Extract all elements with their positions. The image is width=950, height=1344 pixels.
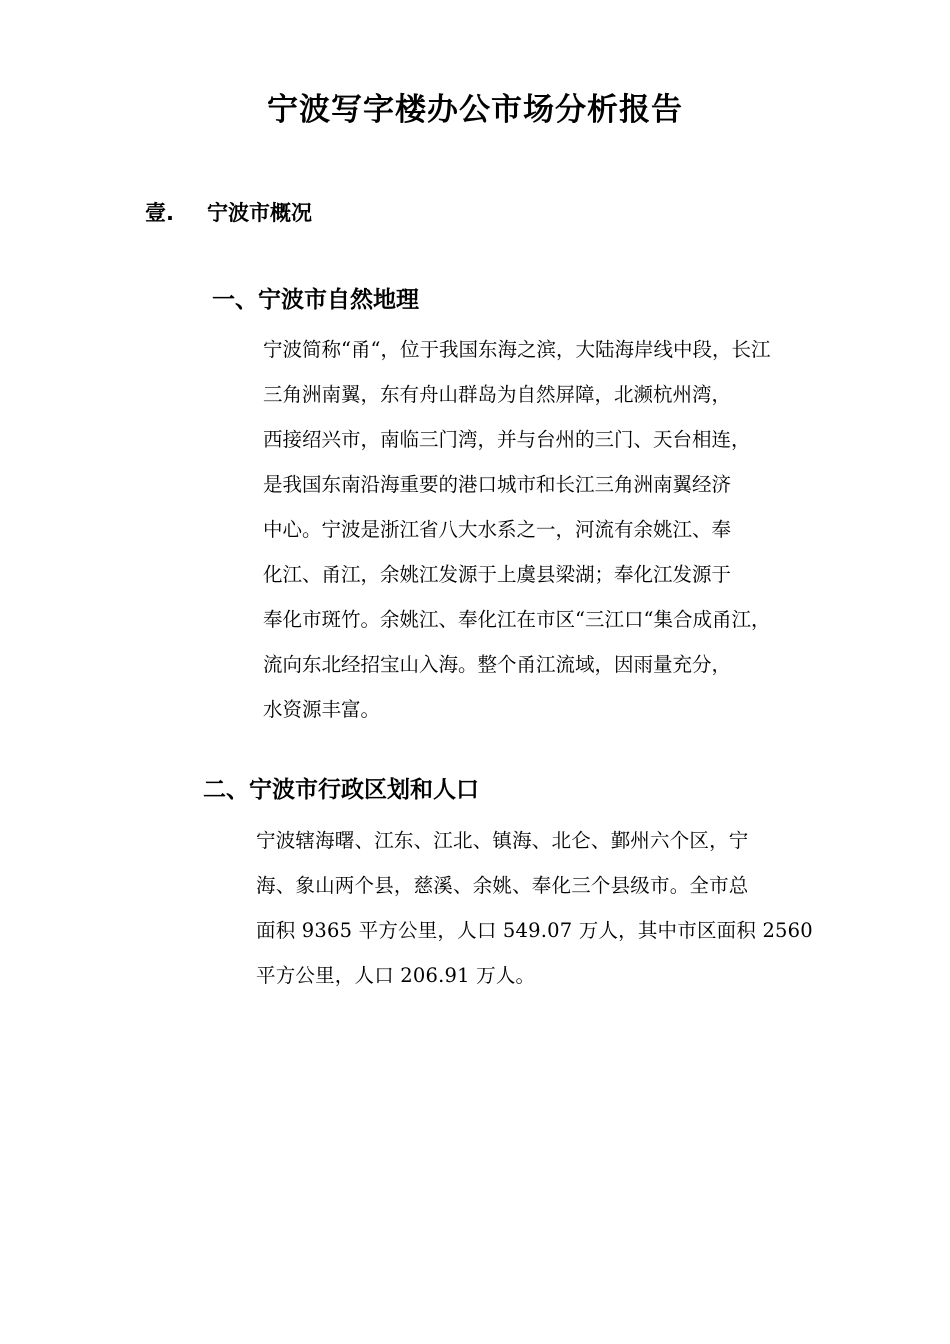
section-paragraph-geography bbox=[263, 327, 770, 732]
section-heading-administration: 二、宁波市行政区划和人口 bbox=[203, 777, 479, 803]
paragraph-line: 海、象山两个县，慈溪、余姚、奉化三个县级市。全市总 bbox=[256, 874, 749, 897]
paragraph-line: 水资源丰富。 bbox=[263, 698, 381, 721]
paragraph-line: 是我国东南沿海重要的港口城市和长江三角洲南翼经济 bbox=[263, 473, 732, 496]
section-paragraph-administration bbox=[256, 818, 813, 998]
section-heading-geography: 一、宁波市自然地理 bbox=[212, 287, 419, 313]
paragraph-line: 流向东北经招宝山入海。整个甬江流域，因雨量充分， bbox=[263, 653, 732, 676]
paragraph-line: 西接绍兴市，南临三门湾，并与台州的三门、天台相连， bbox=[263, 428, 751, 451]
paragraph-line: 奉化市斑竹。余姚江、奉化江在市区“三江口“集合成甬江， bbox=[263, 608, 771, 631]
chapter-heading bbox=[145, 196, 312, 230]
document-title: 宁波写字楼办公市场分析报告 bbox=[267, 92, 683, 128]
chapter-number: 壹. bbox=[145, 201, 174, 225]
paragraph-line: 面积 9365 平方公里，人口 549.07 万人，其中市区面积 2560 bbox=[256, 919, 813, 942]
paragraph-line: 化江、甬江，余姚江发源于上虞县梁湖；奉化江发源于 bbox=[263, 563, 732, 586]
paragraph-line: 三角洲南翼，东有舟山群岛为自然屏障，北濒杭州湾， bbox=[263, 383, 732, 406]
chapter-title: 宁波市概况 bbox=[207, 201, 312, 225]
paragraph-line: 中心。宁波是浙江省八大水系之一，河流有余姚江、奉 bbox=[263, 518, 732, 541]
paragraph-line: 宁波辖海曙、江东、江北、镇海、北仑、鄞州六个区，宁 bbox=[256, 829, 749, 852]
paragraph-line: 宁波简称“甬“，位于我国东海之滨，大陆海岸线中段，长江 bbox=[263, 338, 771, 361]
paragraph-line: 平方公里，人口 206.91 万人。 bbox=[256, 964, 536, 987]
